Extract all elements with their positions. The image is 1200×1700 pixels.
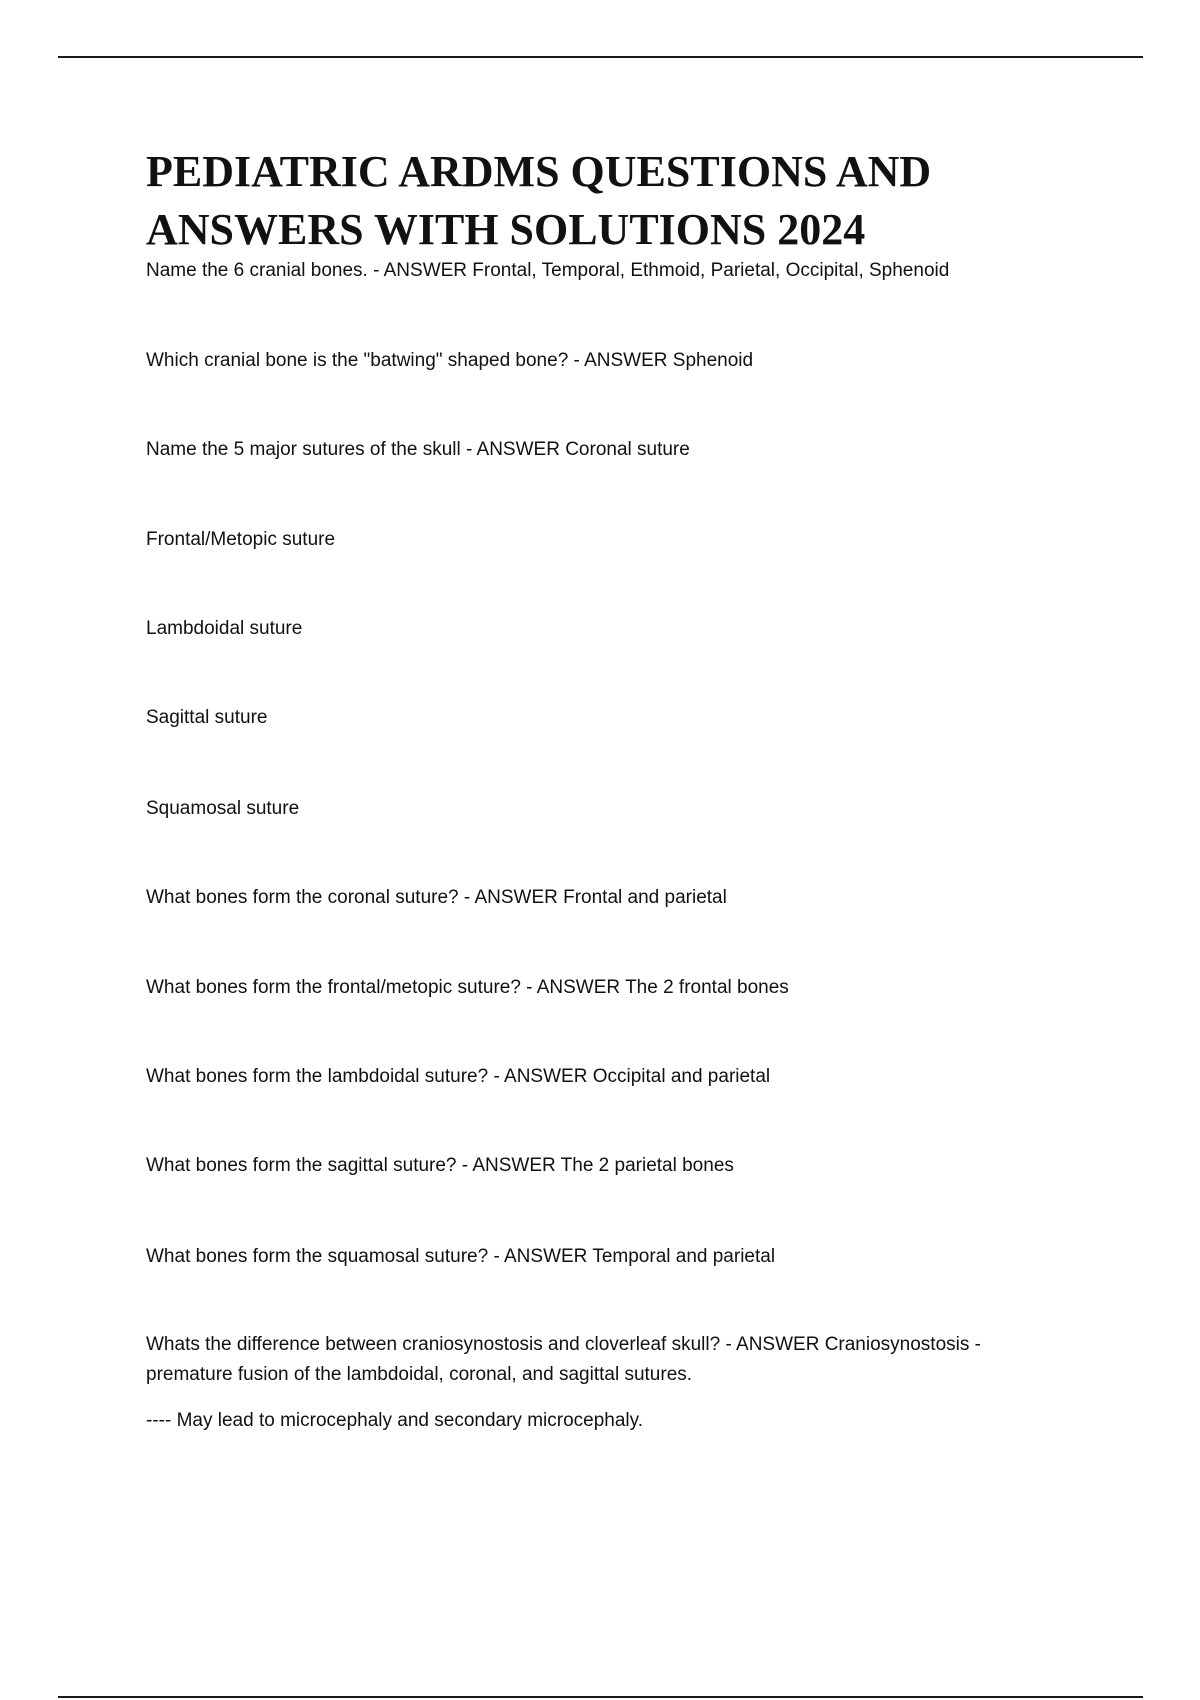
- qa-line: What bones form the sagittal suture? - ANSWER The 2 parietal bones: [146, 1155, 734, 1176]
- qa-line: Name the 5 major sutures of the skull - ANSWER Coronal suture: [146, 439, 690, 460]
- qa-line: What bones form the frontal/metopic suture? - ANSWER The 2 frontal bones: [146, 977, 789, 998]
- top-rule: [58, 56, 1143, 58]
- qa-line: Sagittal suture: [146, 707, 268, 728]
- qa-line: What bones form the lambdoidal suture? - ANSWER Occipital and parietal: [146, 1066, 771, 1087]
- qa-line: ---- May lead to microcephaly and secondary microcephaly.: [146, 1410, 644, 1431]
- qa-line: Whats the difference between craniosynostosis and cloverleaf skull? - ANSWER Craniosynostosis - premature fusion of the lambdoidal, coronal, and sagittal sutures.: [146, 1334, 981, 1385]
- document-title: PEDIATRIC ARDMS QUESTIONS AND ANSWERS WITH SOLUTIONS 2024: [146, 147, 932, 254]
- qa-line: Squamosal suture: [146, 798, 300, 819]
- qa-line: Which cranial bone is the "batwing" shaped bone? - ANSWER Sphenoid: [146, 350, 754, 371]
- qa-line: Name the 6 cranial bones. - ANSWER Frontal, Temporal, Ethmoid, Parietal, Occipital, Sphenoid: [146, 260, 950, 281]
- qa-line: Lambdoidal suture: [146, 618, 303, 639]
- bottom-rule: [58, 1696, 1143, 1698]
- qa-line: Frontal/Metopic suture: [146, 529, 336, 550]
- qa-line: What bones form the coronal suture? - ANSWER Frontal and parietal: [146, 887, 727, 908]
- qa-line: What bones form the squamosal suture? - ANSWER Temporal and parietal: [146, 1246, 776, 1267]
